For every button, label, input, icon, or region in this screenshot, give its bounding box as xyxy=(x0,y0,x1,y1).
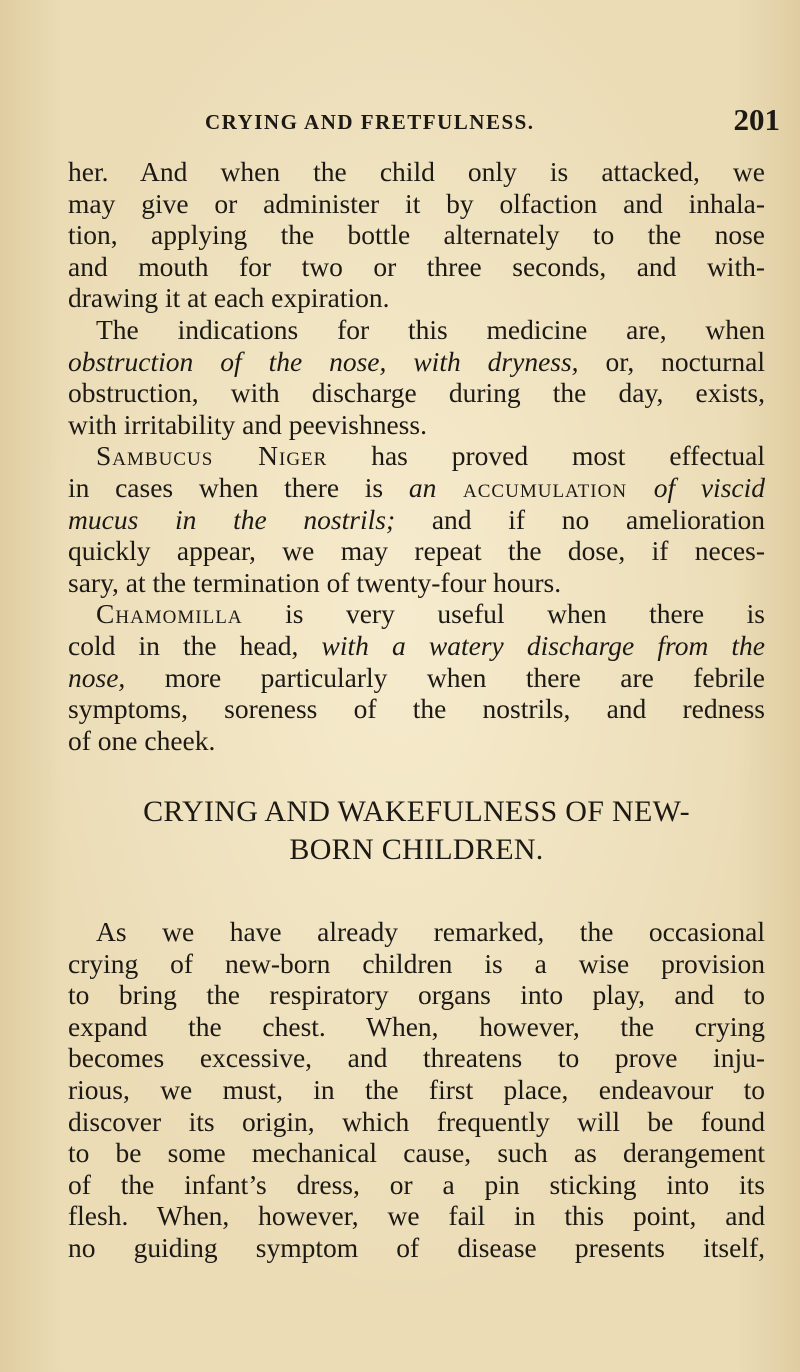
text-line xyxy=(68,346,765,378)
text-line: of the infant’s dress, or a pin sticking into its xyxy=(68,1168,765,1200)
italic-phrase: of viscid xyxy=(653,471,765,503)
remedy-name: Sambucus Niger xyxy=(96,440,328,472)
text-line xyxy=(68,472,765,504)
text-line xyxy=(68,598,765,630)
italic-phrase: obstruction of the nose, with dryness, xyxy=(68,345,579,377)
text-line: rious, we must, in the first place, endeavour to xyxy=(68,1073,765,1105)
italic-phrase: mucus in the nostrils; xyxy=(68,503,396,535)
text-fragment: more particularly when there are febrile xyxy=(125,661,765,693)
paragraph-block-2 xyxy=(68,916,765,1264)
text-fragment: and if no amelioration xyxy=(395,503,765,535)
text-fragment: in cases when there is xyxy=(68,471,409,503)
section-heading xyxy=(68,793,765,869)
running-title: CRYING AND FRETFULNESS. xyxy=(205,110,535,134)
text-line: to bring the respiratory organs into play, and to xyxy=(68,979,765,1011)
text-line: with irritability and peevishness. xyxy=(68,408,427,440)
text-line: her. And when the child only is attacked, we xyxy=(68,156,765,187)
text-line: tion, applying the bottle alternately to the nose xyxy=(68,219,765,251)
italic-phrase: an xyxy=(408,471,437,503)
remedy-name: Chamomilla xyxy=(96,598,243,630)
small-caps-phrase: accumulation xyxy=(436,471,654,503)
text-line: The indications for this medicine are, when xyxy=(96,313,765,345)
text-fragment: or, nocturnal xyxy=(578,345,765,377)
text-line xyxy=(68,630,765,662)
text-line xyxy=(68,662,765,694)
text-line: symptoms, soreness of the nostrils, and redness xyxy=(68,693,765,725)
text-fragment: has proved most effectual xyxy=(327,440,765,472)
text-line xyxy=(68,440,765,472)
text-line: flesh. When, however, we fail in this point, and xyxy=(68,1200,765,1232)
text-line: and mouth for two or three seconds, and with- xyxy=(68,250,765,282)
text-line: obstruction, with discharge during the day, exists, xyxy=(68,377,765,409)
text-line: crying of new-born children is a wise provision xyxy=(68,947,765,979)
italic-phrase: nose, xyxy=(68,661,126,693)
heading-line: CRYING AND WAKEFULNESS OF NEW- xyxy=(143,795,690,828)
text-line xyxy=(68,504,765,536)
text-line: drawing it at each expiration. xyxy=(68,282,390,314)
text-line: of one cheek. xyxy=(68,724,216,756)
text-line: expand the chest. When, however, the crying xyxy=(68,1010,765,1042)
text-line: sary, at the termination of twenty-four hours. xyxy=(68,566,562,598)
text-line: As we have already remarked, the occasional xyxy=(96,916,765,947)
heading-line: BORN CHILDREN. xyxy=(289,833,544,866)
text-line: becomes excessive, and threatens to prove inju- xyxy=(68,1042,765,1074)
page-number: 201 xyxy=(733,102,780,137)
text-fragment: is very useful when there is xyxy=(242,598,765,630)
text-line: discover its origin, which frequently will be found xyxy=(68,1105,765,1137)
text-line: to be some mechanical cause, such as derangement xyxy=(68,1137,765,1169)
running-head xyxy=(205,100,780,140)
italic-phrase: with a watery discharge from the xyxy=(321,629,765,661)
text-line: quickly appear, we may repeat the dose, if neces- xyxy=(68,535,765,567)
paragraph-block-1 xyxy=(68,156,765,756)
text-fragment: cold in the head, xyxy=(68,629,322,661)
text-line: may give or administer it by olfaction and inhala- xyxy=(68,187,765,219)
text-line: no guiding symptom of disease presents itself, xyxy=(68,1231,765,1263)
